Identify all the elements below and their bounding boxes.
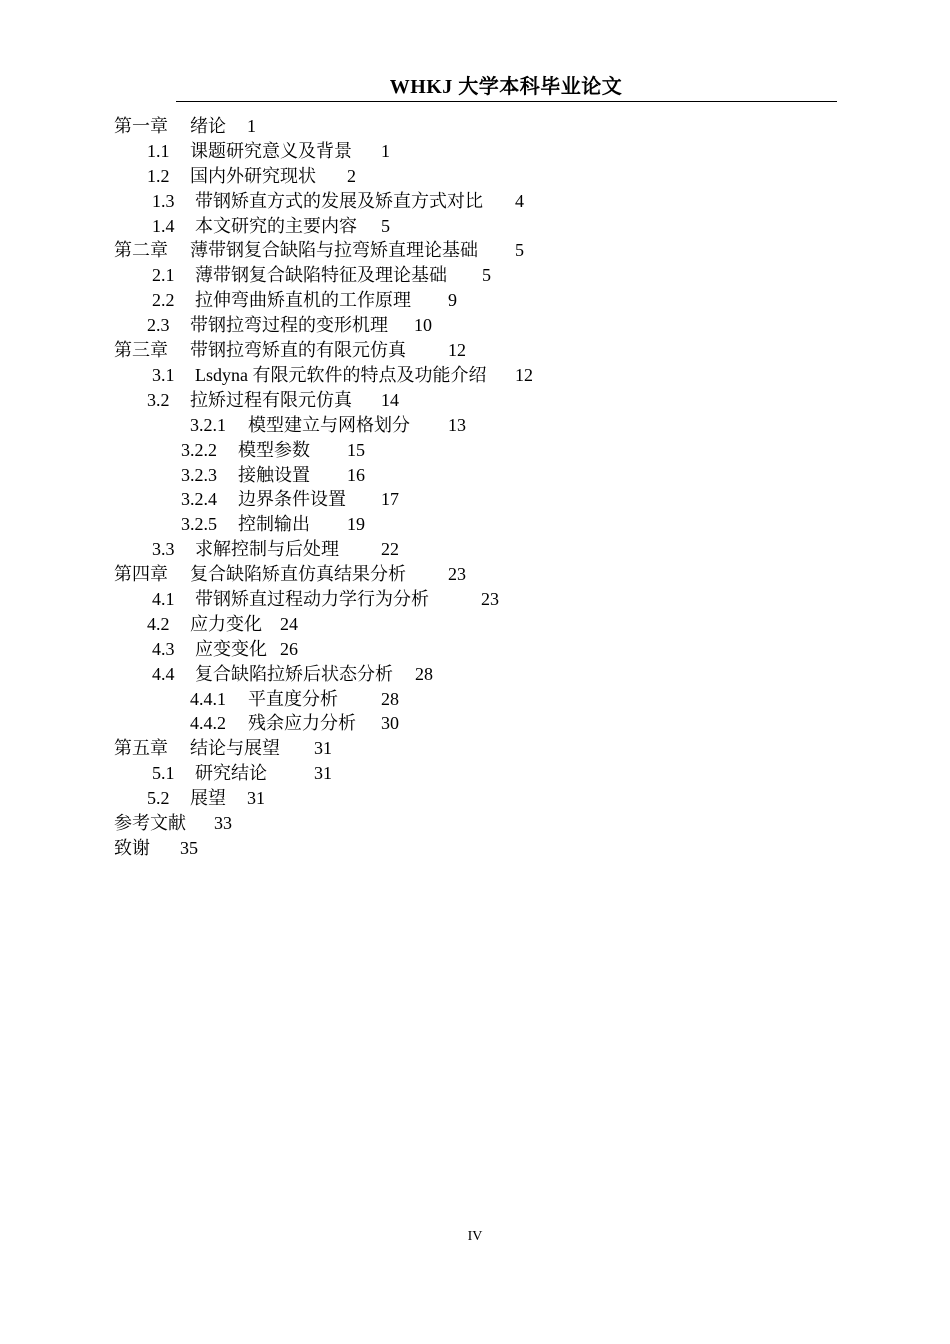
toc-number: 1.1 (147, 141, 170, 161)
toc-number: 2.2 (152, 290, 175, 310)
toc-page: 5 (515, 240, 524, 260)
toc-title: 绪论 (190, 116, 226, 136)
toc-page: 5 (482, 265, 491, 285)
toc-page: 14 (381, 390, 399, 410)
toc-page: 31 (314, 738, 332, 758)
toc-page: 31 (314, 763, 332, 783)
toc-title: 拉伸弯曲矫直机的工作原理 (195, 290, 411, 310)
toc-page: 5 (381, 216, 390, 236)
toc-number: 3.2.4 (181, 489, 217, 509)
page-number: IV (467, 1229, 483, 1244)
toc-title: 带钢拉弯矫直的有限元仿真 (190, 340, 406, 360)
toc-number: 第三章 (114, 340, 168, 360)
toc-page: 4 (515, 191, 524, 211)
toc-title: 展望 (190, 788, 226, 808)
toc-page: 13 (448, 415, 466, 435)
toc-title: Lsdyna 有限元软件的特点及功能介绍 (195, 365, 487, 385)
toc-number: 3.2.1 (190, 415, 226, 435)
toc-number: 3.2.5 (181, 514, 217, 534)
toc-page: 2 (347, 166, 356, 186)
toc-title: 国内外研究现状 (190, 166, 316, 186)
toc-page: 15 (347, 440, 365, 460)
toc-title: 求解控制与后处理 (195, 539, 339, 559)
toc-title: 课题研究意义及背景 (190, 141, 352, 161)
toc-number: 2.1 (152, 265, 175, 285)
toc-title: 薄带钢复合缺陷特征及理论基础 (195, 265, 447, 285)
toc-title: 研究结论 (195, 763, 267, 783)
toc-number: 3.2.2 (181, 440, 217, 460)
toc-title: 复合缺陷矫直仿真结果分析 (190, 564, 406, 584)
toc-number: 2.3 (147, 315, 170, 335)
toc-title: 应力变化 (190, 614, 262, 634)
toc-title: 带钢矫直方式的发展及矫直方式对比 (195, 191, 483, 211)
toc-page: 35 (180, 838, 198, 858)
toc-number: 4.3 (152, 639, 175, 659)
toc-number: 第一章 (114, 116, 168, 136)
toc-number: 5.1 (152, 763, 175, 783)
toc-page: 12 (515, 365, 533, 385)
toc-page: 19 (347, 514, 365, 534)
toc-title: 薄带钢复合缺陷与拉弯矫直理论基础 (190, 240, 478, 260)
toc-title: 模型参数 (238, 440, 310, 460)
toc-number: 3.3 (152, 539, 175, 559)
toc-page: 30 (381, 713, 399, 733)
toc-title: 应变变化 (195, 639, 267, 659)
toc-page: 22 (381, 539, 399, 559)
toc-number: 3.1 (152, 365, 175, 385)
toc-page: 28 (381, 689, 399, 709)
toc-number: 1.3 (152, 191, 175, 211)
toc-number: 3.2.3 (181, 465, 217, 485)
toc-number: 4.1 (152, 589, 175, 609)
toc-number: 第五章 (114, 738, 168, 758)
toc-title: 结论与展望 (190, 738, 280, 758)
toc-page: 23 (448, 564, 466, 584)
toc-page: 23 (481, 589, 499, 609)
toc-number: 4.4.2 (190, 713, 226, 733)
toc-title: 参考文献 (114, 813, 186, 833)
toc-title: 带钢矫直过程动力学行为分析 (195, 589, 429, 609)
toc-page: 10 (414, 315, 432, 335)
toc-title: 带钢拉弯过程的变形机理 (190, 315, 388, 335)
toc-page: 1 (247, 116, 256, 136)
toc-page: 31 (247, 788, 265, 808)
toc-page: 24 (280, 614, 298, 634)
toc-number: 5.2 (147, 788, 170, 808)
toc-page: 12 (448, 340, 466, 360)
toc-title: 致谢 (114, 838, 150, 858)
toc-title: 控制输出 (238, 514, 310, 534)
toc-page: 1 (381, 141, 390, 161)
toc-page: 17 (381, 489, 399, 509)
toc-number: 4.4 (152, 664, 175, 684)
toc-page: 28 (415, 664, 433, 684)
toc-number: 4.4.1 (190, 689, 226, 709)
toc-title: 拉矫过程有限元仿真 (190, 390, 352, 410)
toc-title: 接触设置 (238, 465, 310, 485)
toc-page: 33 (214, 813, 232, 833)
toc-page: 16 (347, 465, 365, 485)
toc-number: 1.4 (152, 216, 175, 236)
toc-number: 4.2 (147, 614, 170, 634)
toc-number: 1.2 (147, 166, 170, 186)
toc-page: 26 (280, 639, 298, 659)
toc-title: 残余应力分析 (248, 713, 356, 733)
toc-number: 3.2 (147, 390, 170, 410)
toc-number: 第四章 (114, 564, 168, 584)
toc-title: 复合缺陷拉矫后状态分析 (195, 664, 393, 684)
toc-title: 平直度分析 (248, 689, 338, 709)
toc-number: 第二章 (114, 240, 168, 260)
toc-title: 本文研究的主要内容 (195, 216, 357, 236)
toc-title: 边界条件设置 (238, 489, 346, 509)
toc-page: 9 (448, 290, 457, 310)
toc-title: 模型建立与网格划分 (248, 415, 410, 435)
page-header-title: WHKJ 大学本科毕业论文 (389, 76, 623, 98)
